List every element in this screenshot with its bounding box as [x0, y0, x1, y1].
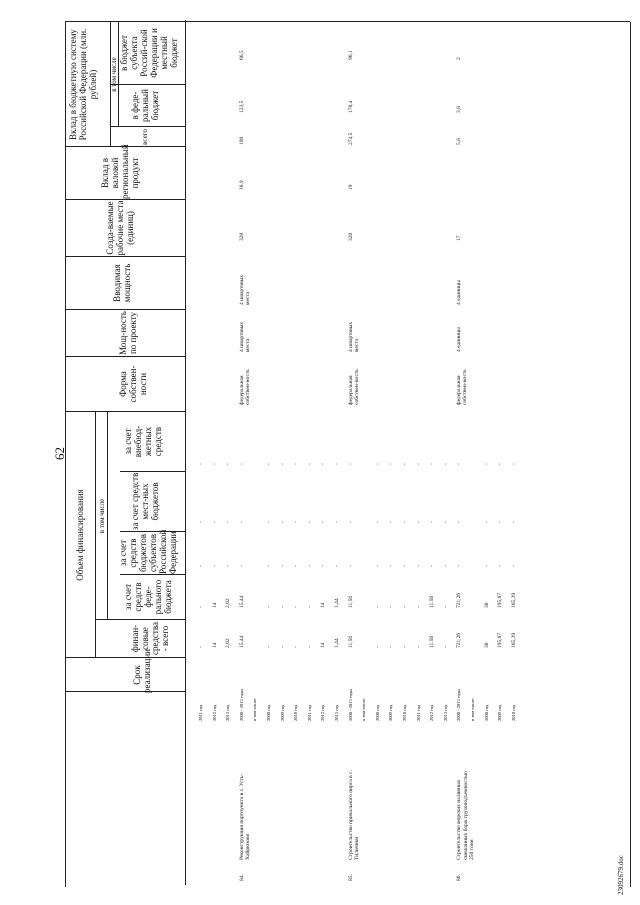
subj-cell: -	[510, 565, 517, 567]
local-cell: -	[510, 521, 517, 523]
fin-total-cell: 165,39	[510, 632, 517, 648]
extra-cell: -	[388, 463, 395, 465]
b-subj-cell: 2	[456, 57, 463, 60]
b-subj-cell: 66,5	[238, 50, 245, 60]
project-name: Реконструкция портпункта в с. Усть-Хайрюзово	[238, 773, 252, 860]
fed-cell: 30	[483, 602, 490, 608]
subj-cell: -	[211, 565, 218, 567]
local-cell: -	[320, 521, 327, 523]
subj-cell: -	[198, 565, 204, 567]
fed-cell: -	[388, 606, 395, 608]
local-cell: -	[306, 521, 313, 523]
header-volume: Объем финансирования	[75, 489, 85, 581]
local-cell: -	[374, 521, 381, 523]
term-cell: 2013 год	[442, 704, 448, 721]
fin-total-cell: -	[293, 646, 300, 648]
fin-total-cell: -	[415, 646, 422, 648]
b-total-cell: 190	[238, 136, 245, 145]
term-cell: 2012 год	[211, 704, 217, 721]
fed-cell: -	[415, 606, 422, 608]
header-fed: за счет средств феде-рального бюджета	[123, 579, 173, 615]
fin-total-cell: 2,02	[225, 638, 232, 648]
fed-cell: 1,44	[334, 598, 340, 608]
term-cell: 2009 год	[497, 704, 503, 721]
header-ownership: Форма собствен-ности	[118, 365, 148, 403]
fed-cell: 15,44	[238, 595, 245, 608]
fed-cell: -	[279, 606, 286, 608]
cap-proj-cell: 4 единицы	[456, 327, 463, 352]
header-b-fed: в феде-ральный бюджет	[130, 89, 160, 122]
term-cell: 2008 - 2013 годы	[456, 688, 462, 721]
local-cell: -	[442, 521, 449, 523]
subj-cell: -	[279, 565, 286, 567]
term-cell: 2013 год	[225, 704, 231, 721]
extra-cell: -	[266, 463, 272, 465]
local-cell: -	[293, 521, 300, 523]
fin-total-cell: 11,56	[347, 635, 354, 648]
header-in-number: в том числе	[98, 498, 106, 534]
fed-cell: -	[442, 606, 449, 608]
b-fed-cell: 3,8	[456, 106, 463, 113]
cap-in-cell: 4 единицы	[456, 280, 463, 305]
fed-cell: -	[266, 606, 272, 608]
fin-total-cell: 14	[211, 642, 218, 648]
jobs-cell: 320	[347, 232, 354, 241]
fin-total-cell: -	[374, 646, 381, 648]
extra-cell: -	[211, 463, 218, 465]
table-bottom-border	[630, 22, 631, 887]
local-cell: -	[497, 521, 504, 523]
fed-cell: 195,07	[497, 592, 504, 608]
extra-cell: -	[225, 463, 232, 465]
term-cell: 2008 - 2013 годы	[238, 688, 244, 721]
term-cell: 2012 год	[320, 704, 326, 721]
fed-cell: -	[293, 606, 300, 608]
term-cell: 2008 год	[483, 704, 489, 721]
subj-cell: -	[293, 565, 300, 567]
local-cell: -	[198, 521, 204, 523]
header-local: за счет средств мест-ных бюджетов	[130, 472, 160, 531]
local-cell: -	[334, 521, 340, 523]
fed-cell: -	[198, 606, 204, 608]
volume-innumber-line	[107, 412, 108, 620]
term-cell: 2010 год	[510, 704, 516, 721]
header-grp: Вклад в валовой региональный продукт	[100, 144, 140, 199]
term-cell: 2010 год	[402, 704, 407, 721]
extra-cell: -	[415, 463, 422, 465]
local-cell: -	[456, 521, 463, 523]
fin-total-cell: 11,56	[429, 635, 436, 648]
term-cell: 2011 год	[415, 704, 421, 721]
extra-cell: -	[198, 463, 204, 465]
subj-cell: -	[374, 565, 381, 567]
term-cell: 2008 - 2013 годы	[347, 688, 353, 721]
local-cell: -	[415, 521, 422, 523]
header-b-subj: в бюджет субъекта Россий-ской Федерации и местный бюджет	[119, 28, 179, 78]
subj-cell: -	[238, 565, 245, 567]
cap-proj-cell: 4 швартовых места	[347, 321, 360, 352]
cap-in-cell: 4 швартовых места	[238, 274, 251, 305]
local-cell: -	[211, 521, 218, 523]
fed-cell: -	[306, 606, 313, 608]
subj-cell: -	[442, 565, 449, 567]
fin-total-cell: -	[388, 646, 395, 648]
subj-cell: -	[225, 565, 232, 567]
grp-cell: 18,9	[238, 180, 245, 190]
fin-total-cell: 1,44	[334, 638, 340, 648]
local-cell: -	[429, 521, 436, 523]
local-cell: -	[402, 521, 408, 523]
fed-cell: 11,56	[429, 595, 436, 608]
subj-cell: -	[429, 565, 436, 567]
term-cell: 2011 год	[306, 704, 312, 721]
term-cell: 2009 год	[279, 704, 285, 721]
ownership-cell: федеральная собствен-ность	[456, 369, 469, 405]
row-number: 86.	[456, 874, 463, 881]
fin-total-cell: 195,07	[497, 632, 504, 648]
fed-cell: -	[402, 606, 408, 608]
fed-cell: 165,39	[510, 592, 517, 608]
document-footer: 23092679.doc	[617, 855, 625, 895]
header-term: Срок реализации	[132, 649, 152, 693]
subj-cell: -	[266, 565, 272, 567]
local-cell: -	[266, 521, 272, 523]
subj-cell: -	[415, 565, 422, 567]
extra-cell: -	[306, 463, 313, 465]
grp-cell: 19	[347, 184, 354, 190]
fed-cell: 721,26	[456, 592, 463, 608]
fed-cell: -	[374, 606, 381, 608]
header-budget-contrib: Вклад в бюджетную систему Российской Федерации (млн. рублей)	[68, 28, 98, 141]
term-cell: 2011 год	[198, 704, 203, 721]
table-top-border	[65, 22, 66, 887]
b-total-cell: 274,5	[347, 132, 354, 145]
fin-total-cell: 15,44	[238, 635, 245, 648]
fed-cell: 14	[320, 602, 327, 608]
subj-cell: -	[388, 565, 395, 567]
fin-total-cell: 721,26	[456, 632, 463, 648]
extra-cell: -	[334, 463, 340, 465]
term-cell: 2009 год	[388, 704, 394, 721]
term-cell: в том числе:	[470, 697, 475, 721]
row-number: 84.	[238, 874, 245, 881]
header-capacity-input: Вводимая мощность	[112, 263, 132, 303]
term-cell: 2008 год	[266, 704, 271, 721]
local-cell: -	[238, 521, 245, 523]
term-cell: 2012 год	[429, 704, 435, 721]
header-fin-total: финан-совые средства - всего	[130, 622, 170, 656]
fin-total-cell: -	[402, 646, 408, 648]
extra-cell: -	[374, 463, 381, 465]
extra-cell: -	[497, 463, 504, 465]
project-name: Строительство морских наливных смешанных барж грузоподъемностью 250 тонн	[456, 771, 476, 860]
term-cell: в том числе:	[252, 697, 258, 721]
extra-cell: -	[429, 463, 436, 465]
ownership-cell: федеральная собствен-ность	[238, 369, 251, 405]
term-cell: 2013 год	[334, 704, 339, 721]
subj-cell: -	[456, 565, 463, 567]
extra-cell: -	[510, 463, 517, 465]
subj-cell: -	[334, 565, 340, 567]
subj-cell: -	[497, 565, 504, 567]
project-name: Строительство причального пирса в с. Тиличики	[347, 770, 361, 860]
local-cell: -	[225, 521, 232, 523]
page-number: 62	[52, 447, 67, 460]
local-cell: -	[279, 521, 286, 523]
fin-total-cell: -	[306, 646, 313, 648]
term-cell: в том числе:	[361, 697, 367, 721]
header-capacity-project: Мощ-ность по проекту	[118, 311, 138, 355]
subj-cell: -	[306, 565, 313, 567]
term-cell: 2008 год	[374, 704, 380, 721]
fin-total-cell: 30	[483, 642, 490, 648]
header-bottom-line	[185, 20, 186, 885]
col-line-term-left	[65, 691, 185, 692]
subj-cell: -	[402, 565, 408, 567]
cap-proj-cell: 4 швартовых места	[238, 321, 251, 352]
jobs-cell: 320	[238, 232, 245, 241]
fin-total-cell: -	[266, 646, 272, 648]
term-cell: 2010 год	[293, 704, 299, 721]
extra-cell: -	[402, 463, 408, 465]
local-cell: -	[388, 521, 395, 523]
local-cell: -	[483, 521, 490, 523]
header-subj: за счет средств бюджетов субъектов Российской Федерации	[118, 529, 178, 574]
jobs-cell: 17	[456, 235, 463, 241]
subj-cell: -	[347, 565, 354, 567]
b-total-cell: 5,8	[456, 138, 463, 145]
local-cell: -	[347, 521, 354, 523]
b-fed-cell: 178,4	[347, 100, 354, 113]
row-number: 85.	[347, 874, 354, 881]
b-fed-cell: 123,5	[238, 100, 245, 113]
header-b-total: всего	[141, 129, 149, 145]
header-extra: за счет внебюд-жетных средств	[123, 425, 163, 458]
header-b-in-number: в том числе	[110, 57, 118, 92]
fin-total-cell: -	[442, 646, 449, 648]
extra-cell: -	[293, 463, 300, 465]
extra-cell: -	[320, 463, 327, 465]
subj-cell: -	[483, 565, 490, 567]
extra-cell: -	[483, 463, 490, 465]
header-jobs: Созда-ваемые рабочие места (единиц)	[105, 200, 135, 256]
ownership-cell: федеральная собствен-ность	[347, 369, 360, 405]
extra-cell: -	[347, 463, 354, 465]
fin-total-cell: -	[198, 646, 204, 648]
fin-total-cell: -	[279, 646, 286, 648]
fed-cell: 2,02	[225, 598, 232, 608]
fed-cell: 11,56	[347, 595, 354, 608]
b-subj-cell: 96,1	[347, 50, 354, 60]
extra-cell: -	[456, 463, 463, 465]
fin-total-cell: 14	[320, 642, 327, 648]
subj-cell: -	[320, 565, 327, 567]
extra-cell: -	[279, 463, 286, 465]
extra-cell: -	[238, 463, 245, 465]
extra-cell: -	[442, 463, 449, 465]
volume-title-line	[95, 412, 96, 658]
fed-cell: 14	[211, 602, 218, 608]
